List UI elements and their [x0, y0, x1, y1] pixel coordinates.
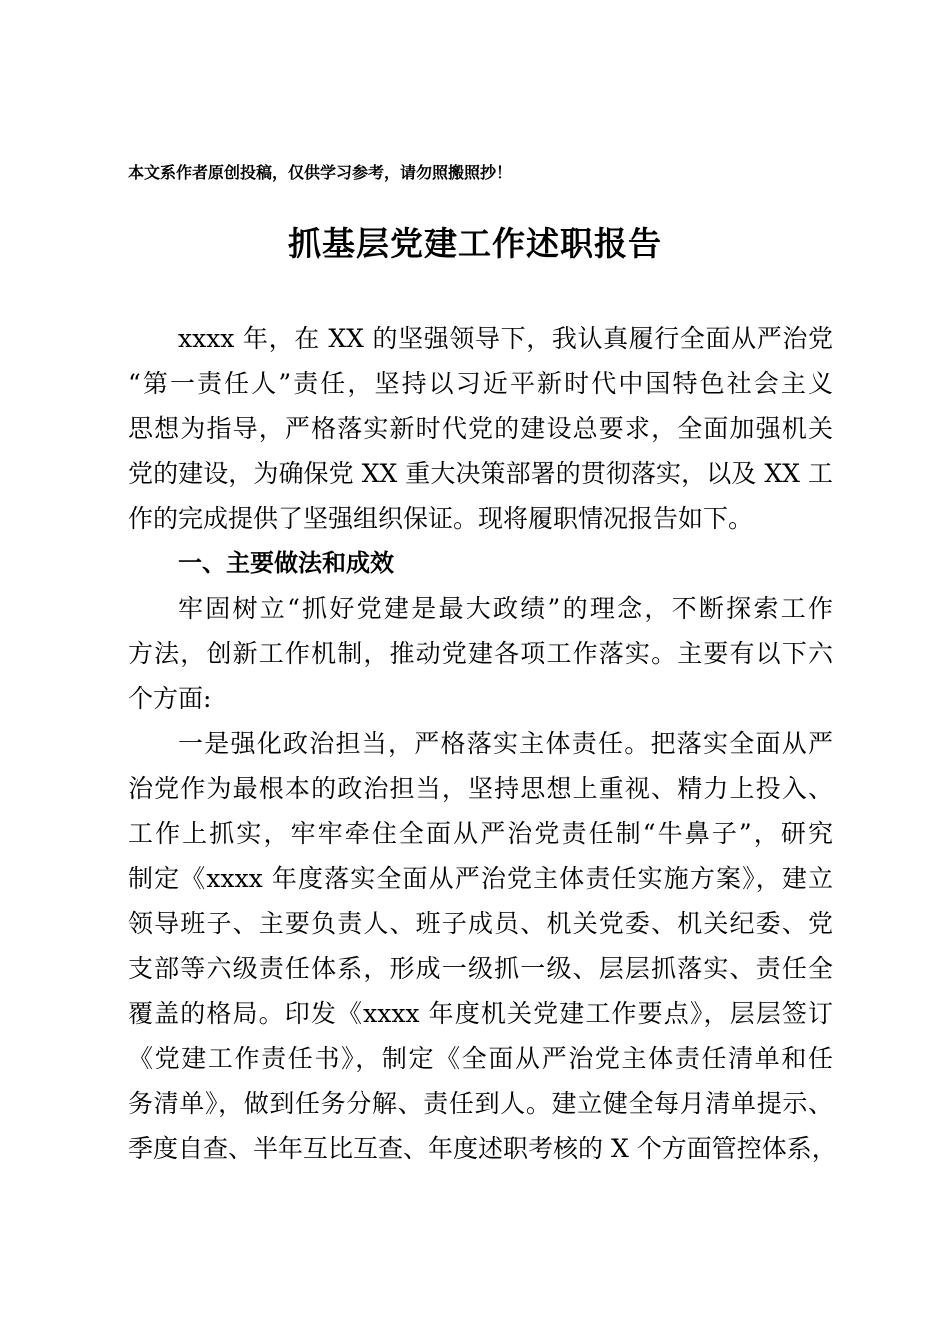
paragraph-line: 治党作为最根本的政治担当，坚持思想上重视、精力上投入、: [128, 774, 833, 803]
paragraph-line: 一是强化政治担当，严格落实主体责任。把落实全面从严: [178, 729, 833, 758]
document-body: [128, 316, 837, 1171]
paragraph-line: 牢固树立“抓好党建是最大政绩”的理念，不断探索工作: [178, 594, 833, 623]
paragraph-line: 工作上抓实，牢牢牵住全面从严治党责任制“牛鼻子”，研究: [128, 819, 833, 848]
paragraph-line: 务清单》，做到任务分解、责任到人。建立健全每月清单提示、: [128, 1089, 833, 1118]
paragraph-line: 个方面:: [128, 684, 212, 713]
paragraph-line: 季度自查、半年互比互查、年度述职考核的 X 个方面管控体系，: [128, 1134, 837, 1163]
paragraph-line: 党的建设，为确保党 XX 重大决策部署的贯彻落实，以及 XX 工: [128, 459, 833, 488]
copyright-notice: 本文系作者原创投稿，仅供学习参考，请勿照搬照抄！: [128, 163, 513, 182]
paragraph-line: 覆盖的格局。印发《xxxx 年度机关党建工作要点》，层层签订: [128, 999, 833, 1028]
paragraph-line: 支部等六级责任体系，形成一级抓一级、层层抓落实、责任全: [128, 954, 833, 983]
paragraph-line: 制定《xxxx 年度落实全面从严治党主体责任实施方案》，建立: [128, 864, 833, 893]
paragraph-line: 领导班子、主要负责人、班子成员、机关党委、机关纪委、党: [128, 909, 833, 938]
paragraph-line: 思想为指导，严格落实新时代党的建设总要求，全面加强机关: [128, 414, 833, 443]
paragraph-line: 方法，创新工作机制，推动党建各项工作落实。主要有以下六: [128, 639, 833, 668]
section-heading: 一、主要做法和成效: [178, 549, 394, 577]
paragraph-line: “第一责任人”责任，坚持以习近平新时代中国特色社会主义: [128, 369, 833, 398]
document-title: 抓基层党建工作述职报告: [288, 224, 662, 263]
paragraph-line: 作的完成提供了坚强组织保证。现将履职情况报告如下。: [128, 504, 754, 533]
paragraph-line: xxxx 年，在 XX 的坚强领导下，我认真履行全面从严治党: [178, 324, 833, 353]
paragraph-line: 《党建工作责任书》，制定《全面从严治党主体责任清单和任: [128, 1044, 833, 1073]
